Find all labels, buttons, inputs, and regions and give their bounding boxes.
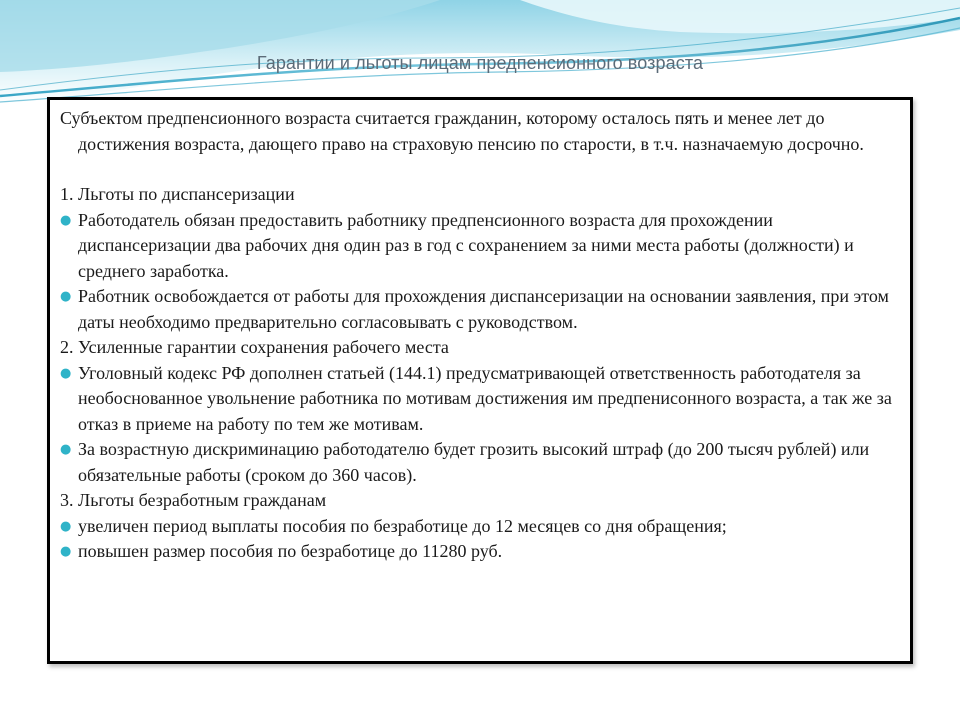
slide-title: Гарантии и льготы лицам предпенсионного возраста [256,53,704,73]
list-item-text: Работодатель обязан предоставить работнику предпенсионного возраста для прохождении диспансеризации два рабочих дня один раз в год с сохранением за ними места работы (должности) и среднего заработка. [78,209,854,281]
content-body [60,106,900,565]
paragraph-spacer [60,157,900,182]
bullet-dot-icon: ● [60,442,72,457]
list-item [60,514,900,540]
section-heading-1: 1. Льготы по диспансеризации [60,184,295,204]
bullet-dot-icon: ● [60,544,72,559]
list-item-text: За возрастную дискриминацию работодателю будет грозить высокий штраф (до 200 тысяч рублей) или обязательные работы (сроком до 360 часов). [78,439,870,485]
list-item [60,361,900,438]
bullet-dot-icon: ● [60,365,72,381]
list-item-text: повышен размер пособия по безработице до 11280 руб. [78,541,503,561]
bullet-dot-icon: ● [60,212,72,228]
list-item-text: увеличен период выплаты пособия по безработице до 12 месяцев со дня обращения; [78,515,727,536]
intro-paragraph: Субъектом предпенсионного возраста считается гражданин, которому осталось пять и менее лет до достижения возраста, дающего право на страховую пенсию по старости, в т.ч. назначаемую досрочно. [60,108,864,154]
list-item-text: Уголовный кодекс РФ дополнен статьей (144.1) предусматривающей ответственность работодателя за необоснованное увольнение работника по мотивам достижения им предпенисонного возраста, а так же за отказ в приеме на работу по тем же мотивам. [78,362,892,434]
list-item [60,208,900,285]
bullet-dot-icon: ● [60,518,72,534]
section-heading-2: 2. Усиленные гарантии сохранения рабочего места [60,337,449,357]
bullet-dot-icon: ● [60,289,72,304]
content-box [47,97,913,664]
list-item-text: Работник освобождается от работы для прохождения диспансеризации на основании заявления, при этом даты необходимо предварительно согласовывать с руководством. [78,286,889,332]
list-item [60,437,900,488]
list-item [60,284,900,335]
list-item [60,539,900,565]
section-heading-3: 3. Льготы безработным гражданам [60,490,327,510]
